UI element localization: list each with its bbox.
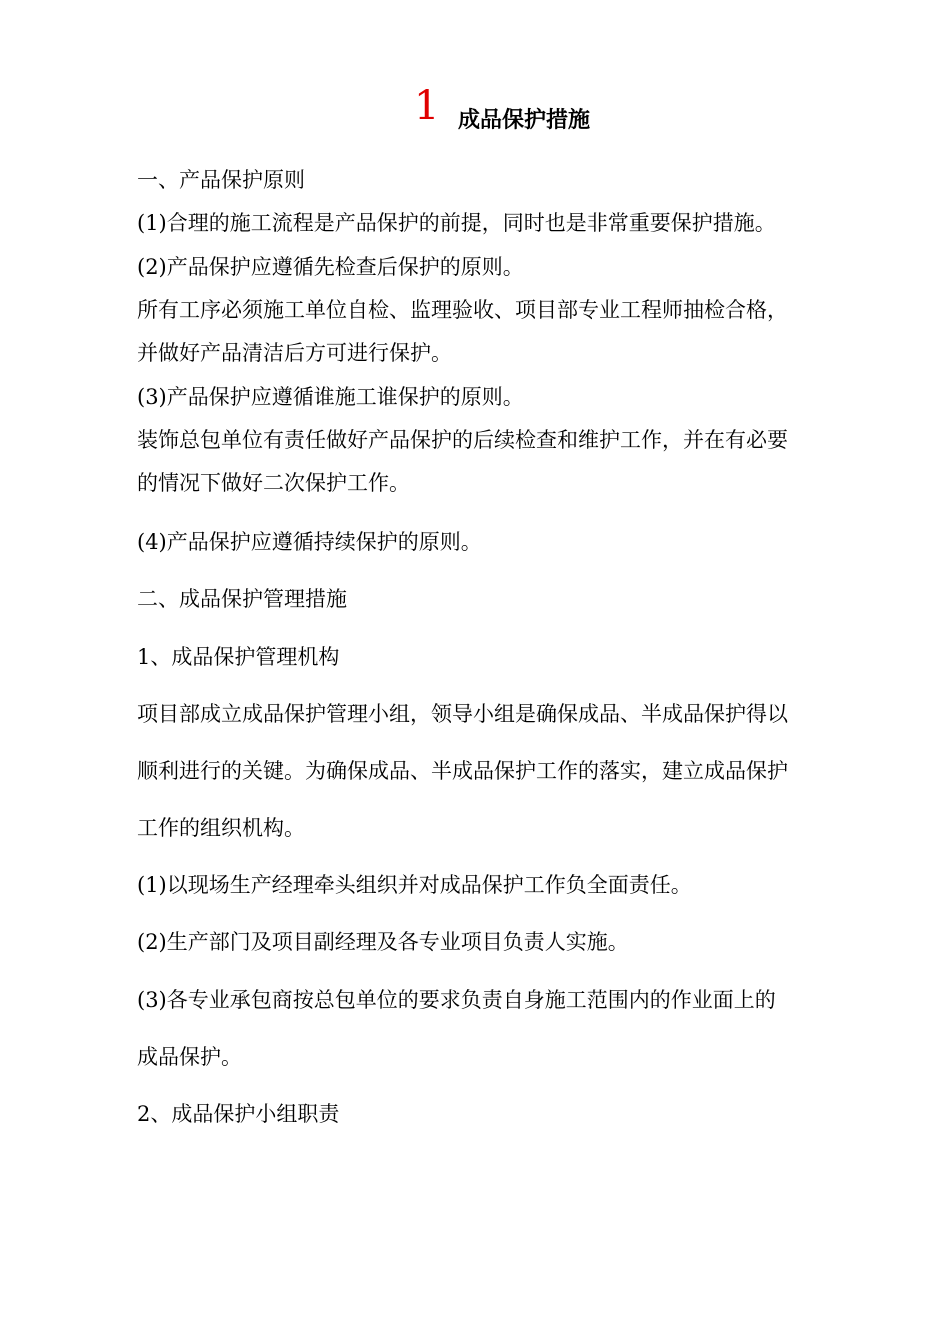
paragraph-line: 工作的组织机构。 xyxy=(137,816,305,840)
paragraph-line: (4)产品保护应遵循持续保护的原则。 xyxy=(137,530,482,554)
chapter-number: 1 xyxy=(414,83,440,129)
chapter-title: 成品保护措施 xyxy=(458,108,591,133)
paragraph-line: (1)以现场生产经理牵头组织并对成品保护工作负全面责任。 xyxy=(137,873,692,897)
paragraph-line: (1)合理的施工流程是产品保护的前提，同时也是非常重要保护措施。 xyxy=(137,211,776,235)
chapter-heading xyxy=(0,76,950,136)
paragraph-line: 项目部成立成品保护管理小组，领导小组是确保成品、半成品保护得以 xyxy=(137,702,788,726)
paragraph-line: 成品保护。 xyxy=(137,1045,242,1069)
section-heading-1: 一、产品保护原则 xyxy=(137,168,305,192)
paragraph-line: (3)各专业承包商按总包单位的要求负责自身施工范围内的作业面上的 xyxy=(137,988,776,1012)
paragraph-line: 顺利进行的关键。为确保成品、半成品保护工作的落实，建立成品保护 xyxy=(137,759,788,783)
paragraph-line: 的情况下做好二次保护工作。 xyxy=(137,471,410,495)
subsection-heading: 1、成品保护管理机构 xyxy=(137,645,340,669)
paragraph-line: (2)生产部门及项目副经理及各专业项目负责人实施。 xyxy=(137,930,629,954)
paragraph-line: 所有工序必须施工单位自检、监理验收、项目部专业工程师抽检合格， xyxy=(137,298,788,322)
subsection-heading: 2、成品保护小组职责 xyxy=(137,1102,340,1126)
paragraph-line: (3)产品保护应遵循谁施工谁保护的原则。 xyxy=(137,385,524,409)
section-heading-2: 二、成品保护管理措施 xyxy=(137,587,347,611)
paragraph-line: 装饰总包单位有责任做好产品保护的后续检查和维护工作，并在有必要 xyxy=(137,428,788,452)
paragraph-line: (2)产品保护应遵循先检查后保护的原则。 xyxy=(137,255,524,279)
paragraph-line: 并做好产品清洁后方可进行保护。 xyxy=(137,341,452,365)
